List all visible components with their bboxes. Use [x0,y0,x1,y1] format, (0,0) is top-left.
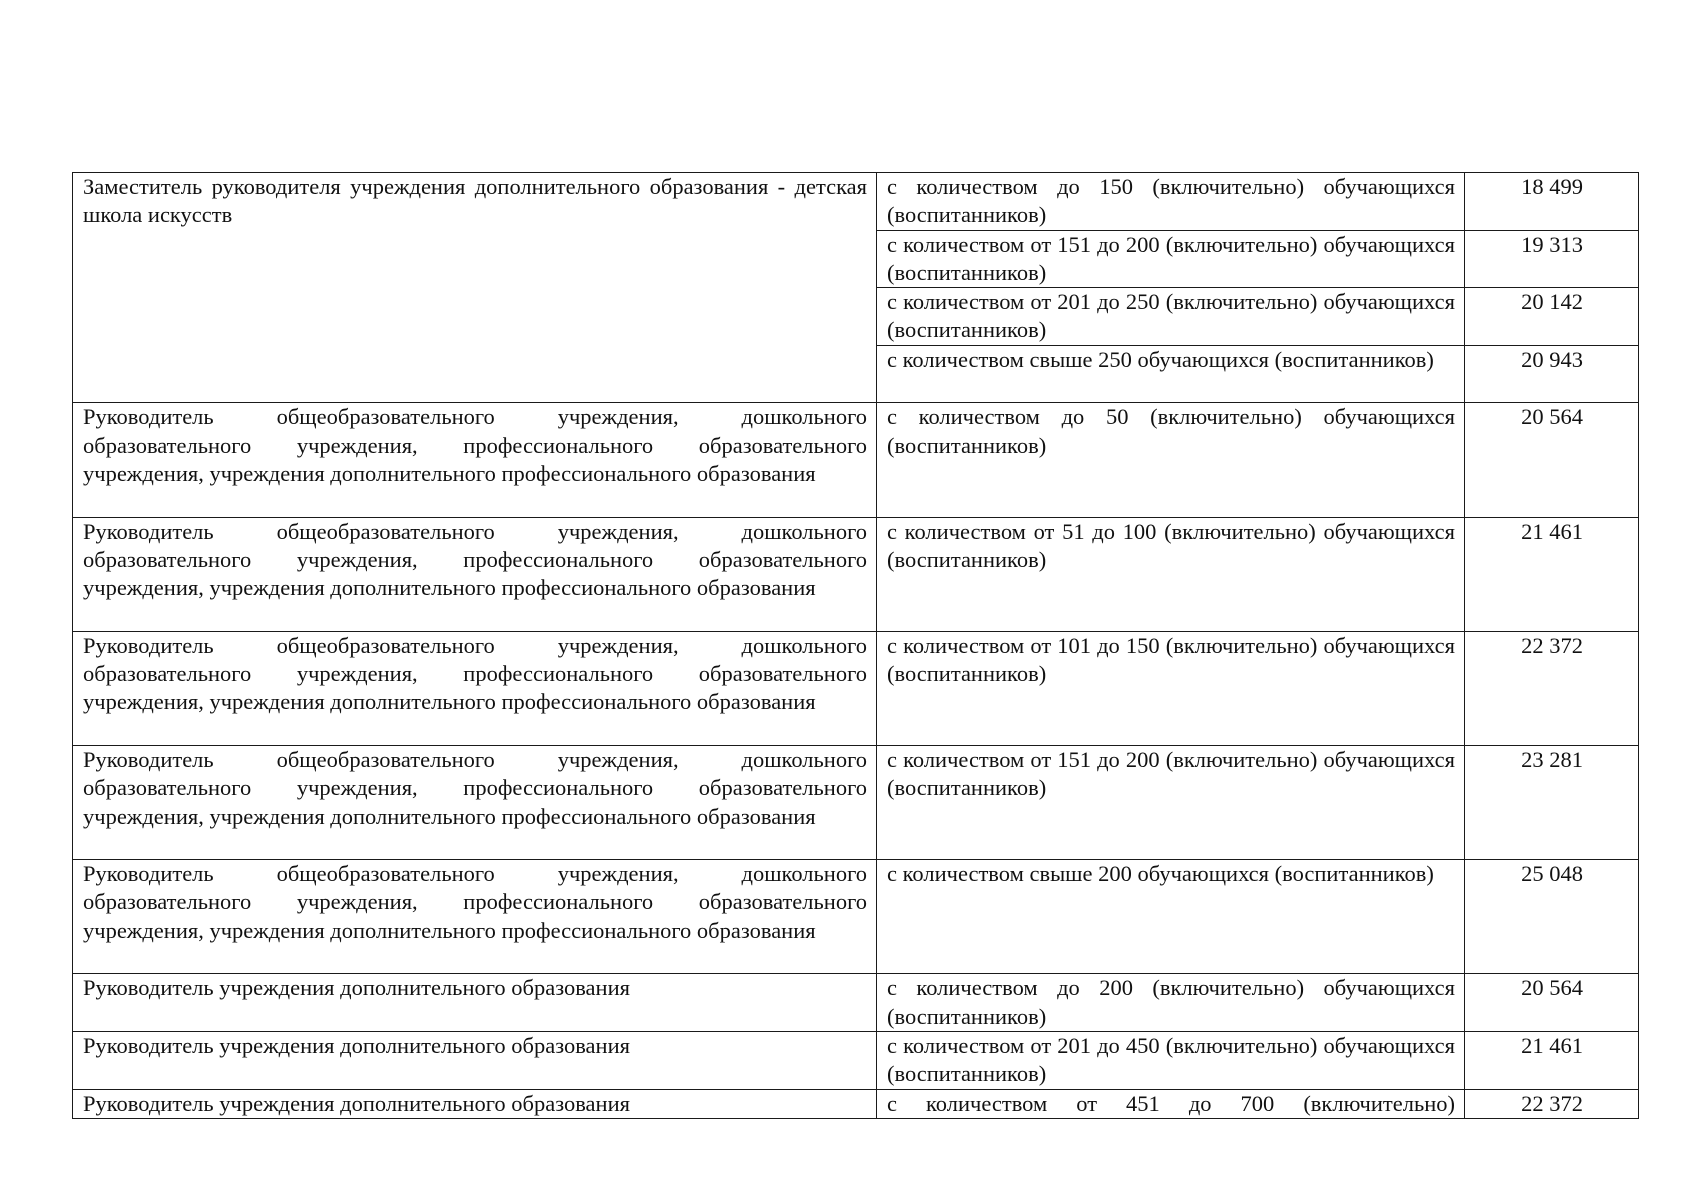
amount-value: 23 281 [1521,746,1583,772]
position-cell [73,860,877,974]
position-text: Заместитель руководителя учреждения дополнительного образования - детская школа искусств [83,174,867,228]
condition-text: с количеством до 50 (включительно) обучающихся (воспитанников) [887,404,1455,458]
amount-value: 22 372 [1521,632,1583,658]
amount-cell [1465,403,1639,517]
condition-cell [877,403,1465,517]
table-row [73,631,1639,745]
table-row [73,974,1639,1032]
amount-value: 18 499 [1521,174,1583,199]
amount-cell [1465,1089,1639,1118]
amount-cell [1465,517,1639,631]
salary-table [72,172,1639,1119]
amount-value: 20 943 [1521,346,1583,372]
position-cell [73,974,877,1032]
condition-cell [877,1031,1465,1089]
condition-cell [877,173,1465,231]
amount-cell [1465,288,1639,346]
condition-text: с количеством от 101 до 150 (включительно) обучающихся (воспитанников) [887,632,1455,687]
amount-value: 22 372 [1521,1090,1583,1116]
position-text: Руководитель учреждения дополнительного образования [83,1032,630,1058]
table-row [73,1031,1639,1089]
amount-cell [1465,631,1639,745]
position-text: Руководитель учреждения дополнительного образования [83,975,630,1001]
position-cell [73,631,877,745]
condition-cell [877,745,1465,859]
position-cell [73,745,877,859]
amount-cell [1465,173,1639,231]
amount-cell [1465,1031,1639,1089]
position-text: Руководитель общеобразовательного учреждения, дошкольного образовательного учреждения, профессионального образовательного учреждения, учреждения дополнительного профессионального образования [83,518,867,601]
amount-cell [1465,745,1639,859]
position-cell [73,1031,877,1089]
condition-cell [877,1089,1465,1118]
amount-value: 20 564 [1521,404,1583,430]
condition-cell [877,517,1465,631]
condition-text: с количеством от 51 до 100 (включительно) обучающихся (воспитанников) [887,518,1455,572]
condition-cell [877,230,1465,288]
position-text: Руководитель учреждения дополнительного образования [83,1090,630,1116]
amount-cell [1465,860,1639,974]
amount-value: 21 461 [1521,518,1583,544]
amount-value: 25 048 [1521,861,1583,887]
condition-cell [877,860,1465,974]
position-cell [73,517,877,631]
position-text: Руководитель общеобразовательного учреждения, дошкольного образовательного учреждения, профессионального образовательного учреждения, учреждения дополнительного профессионального образования [83,861,867,943]
position-text: Руководитель общеобразовательного учреждения, дошкольного образовательного учреждения, профессионального образовательного учреждения, учреждения дополнительного профессионального образования [83,632,867,715]
position-text: Руководитель общеобразовательного учреждения, дошкольного образовательного учреждения, профессионального образовательного учреждения, учреждения дополнительного профессионального образования [83,746,867,829]
condition-cell [877,345,1465,403]
condition-text: с количеством свыше 250 обучающихся (воспитанников) [887,346,1434,372]
condition-text: с количеством от 451 до 700 (включительно) [887,1090,1455,1116]
table-row [73,1089,1639,1118]
amount-cell [1465,345,1639,403]
position-cell [73,1089,877,1118]
condition-text: с количеством от 201 до 450 (включительно) обучающихся (воспитанников) [887,1032,1455,1087]
table-row [73,745,1639,859]
condition-cell [877,631,1465,745]
position-text: Руководитель общеобразовательного учреждения, дошкольного образовательного учреждения, профессионального образовательного учреждения, учреждения дополнительного профессионального образования [83,404,867,486]
amount-value: 21 461 [1521,1032,1583,1058]
position-cell [73,403,877,517]
condition-text: с количеством от 151 до 200 (включительно) обучающихся (воспитанников) [887,231,1455,285]
amount-cell [1465,974,1639,1032]
table-row [73,860,1639,974]
amount-cell [1465,230,1639,288]
condition-cell [877,288,1465,346]
table-row [73,517,1639,631]
table-row [73,403,1639,517]
condition-text: с количеством до 150 (включительно) обучающихся (воспитанников) [887,174,1455,228]
position-cell [73,173,877,403]
condition-text: с количеством до 200 (включительно) обучающихся (воспитанников) [887,975,1455,1029]
document-page [72,172,1638,1119]
condition-cell [877,974,1465,1032]
amount-value: 20 142 [1521,289,1583,315]
condition-text: с количеством свыше 200 обучающихся (воспитанников) [887,861,1434,887]
amount-value: 20 564 [1521,975,1583,1001]
condition-text: с количеством от 151 до 200 (включительно) обучающихся (воспитанников) [887,746,1455,801]
condition-text: с количеством от 201 до 250 (включительно) обучающихся (воспитанников) [887,289,1455,343]
table-row [73,173,1639,231]
amount-value: 19 313 [1521,231,1583,257]
